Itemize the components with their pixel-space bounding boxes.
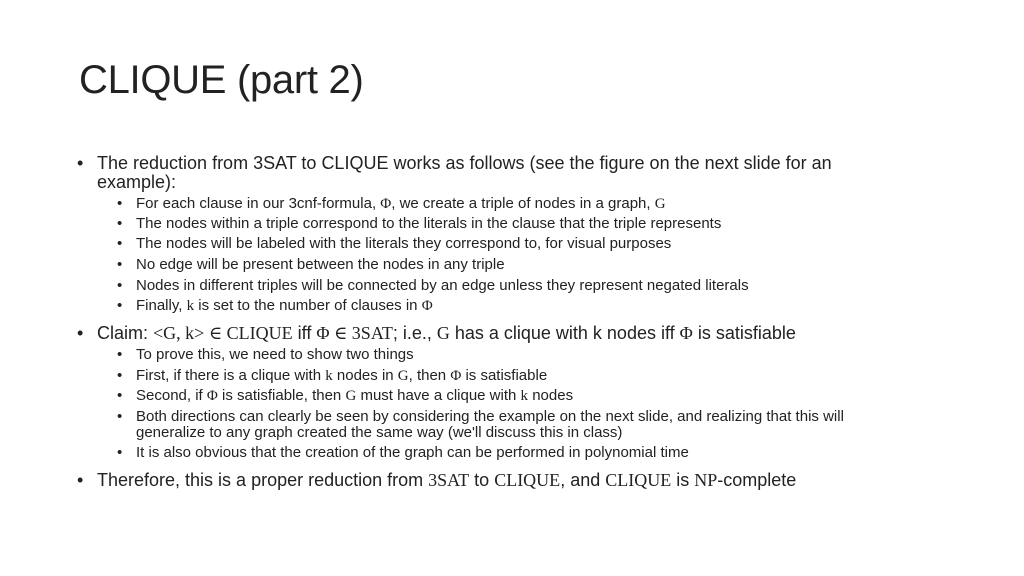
math-text: k <box>186 298 195 314</box>
item-text: To prove this, we need to show two things <box>136 346 414 363</box>
bullet-marker: • <box>117 408 123 425</box>
math-text: Φ <box>206 388 218 404</box>
item-text: to <box>469 470 495 490</box>
bullet-item <box>77 470 797 490</box>
item-text: , we create a triple of nodes in a graph, <box>391 195 655 212</box>
item-text: , and <box>560 470 606 490</box>
math-text: Φ <box>380 196 392 212</box>
math-text: Φ <box>679 323 693 343</box>
item-text: is set to the number of clauses in <box>194 297 422 314</box>
math-text: k <box>520 388 529 404</box>
item-text: No edge will be present between the nodes in any triple <box>136 256 505 273</box>
sub-bullet-item <box>136 425 622 441</box>
bullet-marker: • <box>117 256 123 273</box>
item-text: iff <box>292 323 317 343</box>
sub-bullet-item <box>117 215 722 232</box>
math-text: CLIQUE <box>494 470 561 490</box>
item-text: is satisfiable <box>461 367 548 384</box>
math-text: Φ <box>450 368 462 384</box>
math-text: 3SAT <box>428 470 470 490</box>
item-text: is satisfiable, then <box>217 387 346 404</box>
math-text: Φ ∈ 3SAT <box>316 323 393 343</box>
math-text: G <box>654 196 666 212</box>
item-text: The nodes will be labeled with the literals they correspond to, for visual purposes <box>136 235 672 252</box>
item-text: Claim: <box>97 323 154 343</box>
slide-title: CLIQUE (part 2) <box>79 58 364 102</box>
bullet-item <box>77 323 796 343</box>
sub-bullet-item <box>117 444 689 461</box>
sub-bullet-item <box>117 408 844 425</box>
math-text: G <box>436 323 450 343</box>
bullet-marker: • <box>117 215 123 232</box>
math-text: Φ <box>421 298 433 314</box>
item-text: , then <box>408 367 451 384</box>
bullet-marker: • <box>77 323 84 343</box>
bullet-item <box>97 173 176 192</box>
math-text: k <box>325 368 333 384</box>
math-text: <G, k> ∈ CLIQUE <box>153 323 293 343</box>
item-text: generalize to any graph created the same way (we'll discuss this in class) <box>136 424 623 441</box>
item-text: For each clause in our 3cnf-formula, <box>136 195 381 212</box>
item-text: example): <box>97 172 177 192</box>
math-text: CLIQUE <box>605 470 672 490</box>
item-text: is satisfiable <box>692 323 796 343</box>
bullet-marker: • <box>117 367 123 384</box>
item-text: nodes <box>528 387 574 404</box>
math-text: G <box>397 368 409 384</box>
sub-bullet-item <box>117 256 505 273</box>
item-text: has a clique with k nodes iff <box>449 323 680 343</box>
item-text: ; i.e., <box>392 323 437 343</box>
item-text: First, if there is a clique with <box>136 367 326 384</box>
math-text: G <box>345 388 357 404</box>
item-text: Nodes in different triples will be connected by an edge unless they represent negated literals <box>136 277 749 294</box>
sub-bullet-item <box>117 346 414 363</box>
bullet-marker: • <box>117 277 123 294</box>
bullet-marker: • <box>117 346 123 363</box>
item-text: The nodes within a triple correspond to the literals in the clause that the triple represents <box>136 215 722 232</box>
item-text: It is also obvious that the creation of the graph can be performed in polynomial time <box>136 444 689 461</box>
bullet-marker: • <box>117 444 123 461</box>
item-text: Second, if <box>136 387 207 404</box>
bullet-marker: • <box>117 235 123 252</box>
item-text: must have a clique with <box>356 387 521 404</box>
sub-bullet-item <box>117 235 672 252</box>
item-text: nodes in <box>332 367 398 384</box>
bullet-marker: • <box>77 153 84 173</box>
sub-bullet-item <box>117 195 666 212</box>
bullet-marker: • <box>117 195 123 212</box>
math-text: NP <box>694 470 718 490</box>
item-text: is <box>671 470 695 490</box>
sub-bullet-item <box>117 277 749 294</box>
bullet-marker: • <box>117 297 123 314</box>
item-text: Therefore, this is a proper reduction from <box>97 470 429 490</box>
bullet-marker: • <box>117 387 123 404</box>
sub-bullet-item <box>117 367 548 384</box>
item-text: Both directions can clearly be seen by considering the example on the next slide, and realizing that this will <box>136 408 844 425</box>
sub-bullet-item <box>117 387 574 404</box>
bullet-item <box>77 153 832 173</box>
item-text: -complete <box>717 470 797 490</box>
sub-bullet-item <box>117 297 433 314</box>
bullet-marker: • <box>77 470 84 490</box>
item-text: Finally, <box>136 297 187 314</box>
item-text: The reduction from 3SAT to CLIQUE works as follows (see the figure on the next slide for an <box>97 153 832 173</box>
